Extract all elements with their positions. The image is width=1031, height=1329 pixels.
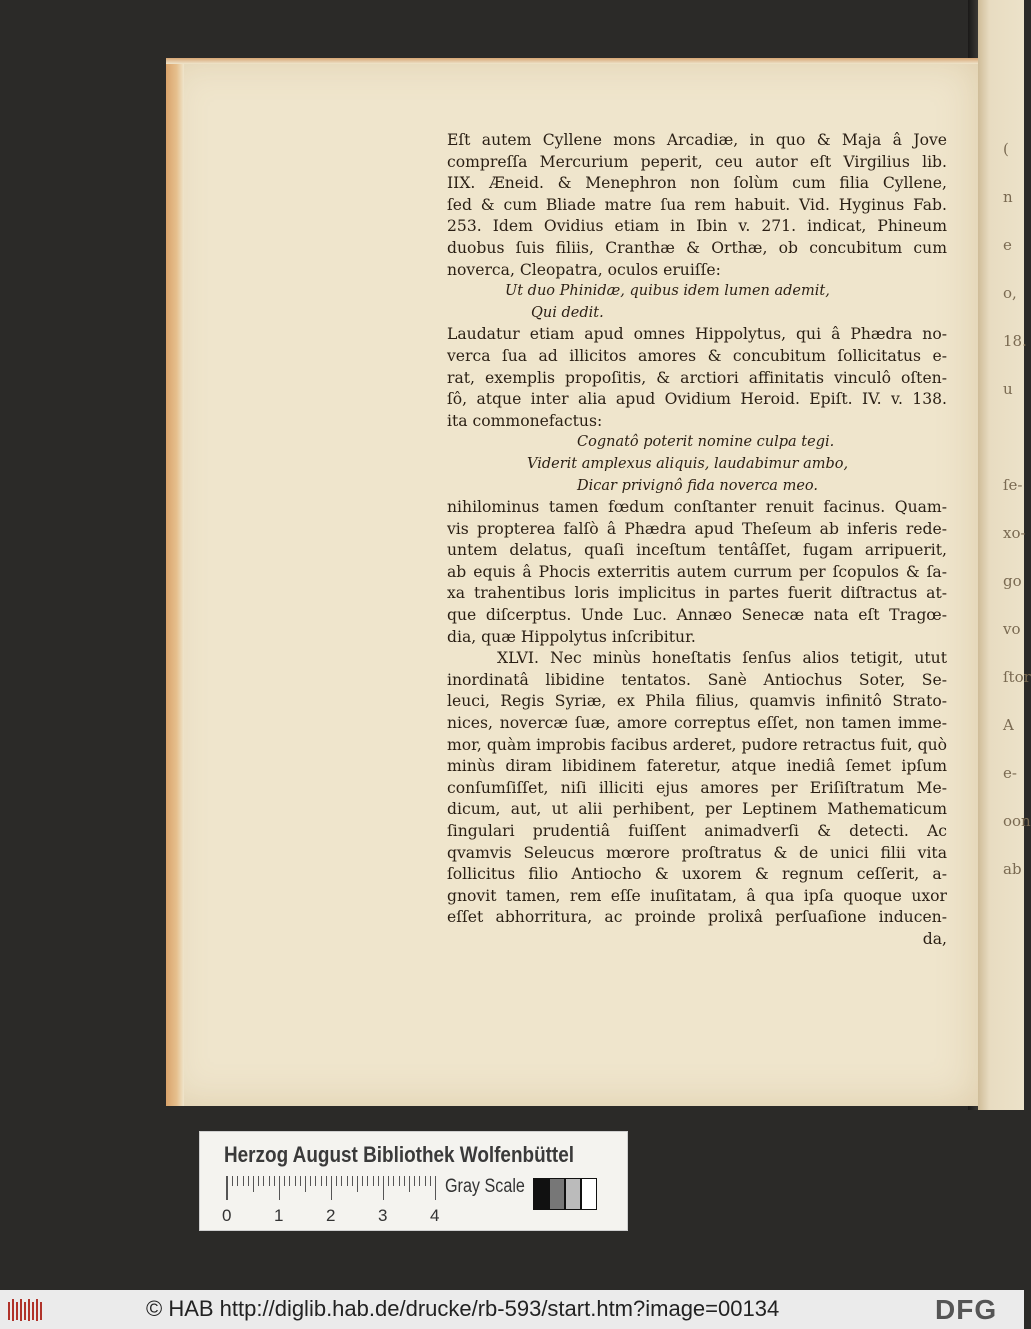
facing-text-fragment: oon bbox=[1003, 812, 1031, 830]
text-line: gnovit tamen, rem eſſe inuſitatam, â qua ipſa quoque uxor bbox=[447, 886, 947, 905]
ruler-tick bbox=[409, 1176, 410, 1192]
facing-text-fragment: ſe- bbox=[1003, 476, 1023, 494]
ruler-tick bbox=[347, 1176, 348, 1186]
text-line: verca ſua ad illicitos amores & concubitum ſollicitatus e- bbox=[447, 346, 947, 365]
facing-text-fragment: ab bbox=[1003, 860, 1022, 878]
ruler-tick bbox=[310, 1176, 311, 1186]
gray-swatch bbox=[533, 1178, 549, 1210]
text-line: ſed & cum Bliade matre ſua rem habuit. Vid. Hyginus Fab. bbox=[447, 195, 947, 214]
ruler-tick bbox=[378, 1176, 379, 1186]
ruler-tick bbox=[425, 1176, 426, 1186]
copyright-url[interactable]: © HAB http://diglib.hab.de/drucke/rb-593/start.htm?image=00134 bbox=[146, 1296, 780, 1321]
ruler-tick bbox=[399, 1176, 400, 1186]
text-line: eſſet abhorritura, ac proinde prolixâ perſuaſione inducen- bbox=[447, 908, 947, 927]
ruler-number: 2 bbox=[326, 1206, 336, 1225]
facing-text-fragment: vo bbox=[1003, 620, 1021, 638]
text-line: 253. Idem Ovidius etiam in Ibin v. 271. indicat, Phineum bbox=[447, 217, 947, 236]
ruler-tick bbox=[383, 1176, 384, 1200]
footer-bar bbox=[0, 1290, 1024, 1329]
ruler-tick bbox=[289, 1176, 290, 1186]
text-line: Qui dedit. bbox=[531, 304, 604, 321]
facing-text-fragment: xo- bbox=[1003, 524, 1026, 542]
text-line: Cognatô poterit nomine culpa tegi. bbox=[577, 434, 835, 451]
text-line: XLVI. Nec minùs honeſtatis ſenſus alios tetigit, utut bbox=[497, 649, 947, 668]
ruler-tick bbox=[430, 1176, 431, 1186]
ruler-tick bbox=[414, 1176, 415, 1186]
gray-scale-label: Gray Scale bbox=[445, 1176, 525, 1197]
ruler-tick bbox=[263, 1176, 264, 1186]
text-line: Eſt autem Cyllene mons Arcadiæ, in quo & Maja â Jove bbox=[447, 131, 947, 149]
facing-text-fragment: 18. bbox=[1003, 332, 1027, 350]
text-line: que diſcerptus. Unde Luc. Annæo Senecæ nata eſt Tragœ- bbox=[447, 606, 947, 625]
ruler-tick bbox=[284, 1176, 285, 1186]
text-line: xa trahentibus loris implicitus in partes fuerit diſtractus at- bbox=[447, 584, 947, 603]
text-line: duobus ſuis filiis, Cranthæ & Orthæ, ob concubitum cum bbox=[447, 238, 947, 257]
ruler-tick bbox=[326, 1176, 327, 1186]
facing-text-fragment: o, bbox=[1003, 284, 1017, 302]
ruler-tick bbox=[357, 1176, 358, 1192]
ruler-tick bbox=[435, 1176, 436, 1200]
text-line: leuci, Regis Syriæ, ex Phila filius, quamvis infinitô Strato- bbox=[447, 692, 947, 711]
text-line: untem delatus, quaſi inceſtum tentâſſet, fugam arripuerit, bbox=[447, 541, 947, 560]
facing-text-fragment: e- bbox=[1003, 764, 1017, 782]
ruler-tick bbox=[362, 1176, 363, 1186]
ruler-tick bbox=[258, 1176, 259, 1186]
ruler-tick bbox=[243, 1176, 244, 1186]
ruler-tick bbox=[232, 1176, 233, 1186]
ruler-tick bbox=[404, 1176, 405, 1186]
ruler-tick bbox=[315, 1176, 316, 1186]
ruler-tick bbox=[367, 1176, 368, 1186]
gray-swatch bbox=[581, 1178, 597, 1210]
gray-swatch bbox=[565, 1178, 581, 1210]
facing-text-fragment: go bbox=[1003, 572, 1022, 590]
facing-text-fragment: u bbox=[1003, 380, 1013, 398]
ruler-tick bbox=[393, 1176, 394, 1186]
ruler-tick bbox=[295, 1176, 296, 1186]
ruler-number: 1 bbox=[274, 1206, 284, 1225]
ruler-tick bbox=[248, 1176, 249, 1186]
text-line: ab equis â Phocis exterritis autem currum per ſcopulos & ſa- bbox=[447, 562, 947, 581]
ruler-tick bbox=[321, 1176, 322, 1186]
text-line: Laudatur etiam apud omnes Hippolytus, qui â Phædra no- bbox=[447, 325, 947, 344]
library-label-card bbox=[199, 1131, 628, 1231]
text-line: vis propterea falſò â Phædra apud Theſeum ab inferis rede- bbox=[447, 519, 947, 538]
facing-text-fragment: A bbox=[1003, 716, 1014, 734]
library-title: Herzog August Bibliothek Wolfenbüttel bbox=[224, 1142, 575, 1167]
text-line: IIX. Æneid. & Menephron non ſolùm cum filia Cyllene, bbox=[447, 174, 947, 193]
ruler-number: 0 bbox=[222, 1206, 232, 1225]
page-top-edge bbox=[166, 58, 978, 64]
ruler-tick bbox=[388, 1176, 389, 1186]
ruler-tick bbox=[253, 1176, 254, 1192]
ruler-tick bbox=[279, 1176, 280, 1200]
text-line: minùs diram libidinem fateretur, atque inediâ ſemet ipſum bbox=[447, 757, 947, 776]
ruler-tick bbox=[227, 1176, 228, 1200]
ruler-number: 4 bbox=[430, 1206, 440, 1225]
text-line: inordinatâ libidine tentatos. Sanè Antiochus Soter, Se- bbox=[447, 670, 947, 689]
text-line: conſumſiſſet, niſi illiciti ejus amores per Eriſiſtratum Me- bbox=[447, 778, 947, 797]
ruler-tick bbox=[419, 1176, 420, 1186]
ruler-tick bbox=[336, 1176, 337, 1186]
text-line: Ut duo Phinidæ, quibus idem lumen ademit, bbox=[505, 283, 830, 300]
hab-logo-icon bbox=[6, 1296, 46, 1324]
text-line: dia, quæ Hippolytus inſcribitur. bbox=[447, 627, 696, 646]
text-line: mor, quàm improbis facibus arderet, pudore retractus fuit, quò bbox=[447, 735, 947, 754]
ruler-tick bbox=[352, 1176, 353, 1186]
ruler-tick bbox=[300, 1176, 301, 1186]
text-line: nihilominus tamen fœdum conſtanter renuit facinus. Quam- bbox=[447, 498, 947, 517]
text-line: noverca, Cleopatra, oculos eruiſſe: bbox=[447, 260, 721, 279]
text-line: dicum, aut, ut alii perhibent, per Leptinem Mathematicum bbox=[447, 800, 947, 819]
ruler-tick bbox=[331, 1176, 332, 1200]
dfg-logo: DFG bbox=[935, 1294, 998, 1325]
ruler-number: 3 bbox=[378, 1206, 388, 1225]
text-line: Viderit amplexus aliquis, laudabimur ambo, bbox=[527, 455, 849, 472]
ruler-tick bbox=[373, 1176, 374, 1186]
text-line: rat, exemplis propoſitis, & arctiori affinitatis vinculô oſten- bbox=[447, 368, 947, 387]
text-line: compreſſa Mercurium peperit, ceu autor eſt Virgilius lib. bbox=[447, 152, 947, 171]
ruler-tick bbox=[274, 1176, 275, 1186]
text-line: Dicar privignô fida noverca meo. bbox=[577, 477, 818, 494]
facing-text-fragment: ſtor bbox=[1003, 668, 1031, 686]
facing-text-fragment: n bbox=[1003, 188, 1013, 206]
ruler-tick bbox=[305, 1176, 306, 1192]
text-line: ſô, atque inter alia apud Ovidium Heroid. Epiſt. IV. v. 138. bbox=[447, 390, 947, 409]
facing-page bbox=[975, 0, 1024, 1110]
text-line: nices, novercæ ſuæ, amore correptus eſſet, non tamen imme- bbox=[447, 714, 947, 733]
ruler-tick bbox=[237, 1176, 238, 1186]
facing-text-fragment: ( bbox=[1003, 140, 1009, 158]
page-edge bbox=[166, 58, 184, 1106]
scale-ruler bbox=[226, 1176, 436, 1200]
gray-swatch bbox=[549, 1178, 565, 1210]
text-line: qvamvis Seleucus mœrore proſtratus & de unici filii vita bbox=[447, 843, 947, 862]
text-line: ſingulari prudentiâ fuiſſent animadverſi & detecti. Ac bbox=[447, 822, 947, 840]
catchword: da, bbox=[922, 929, 947, 948]
page-body-text bbox=[447, 130, 947, 951]
facing-text-fragment: e bbox=[1003, 236, 1012, 254]
ruler-tick bbox=[341, 1176, 342, 1186]
ruler-tick bbox=[269, 1176, 270, 1186]
text-line: ita commonefactus: bbox=[447, 411, 603, 430]
text-line: ſollicitus filio Antiocho & uxorem & regnum ceſſerit, a- bbox=[447, 865, 947, 884]
